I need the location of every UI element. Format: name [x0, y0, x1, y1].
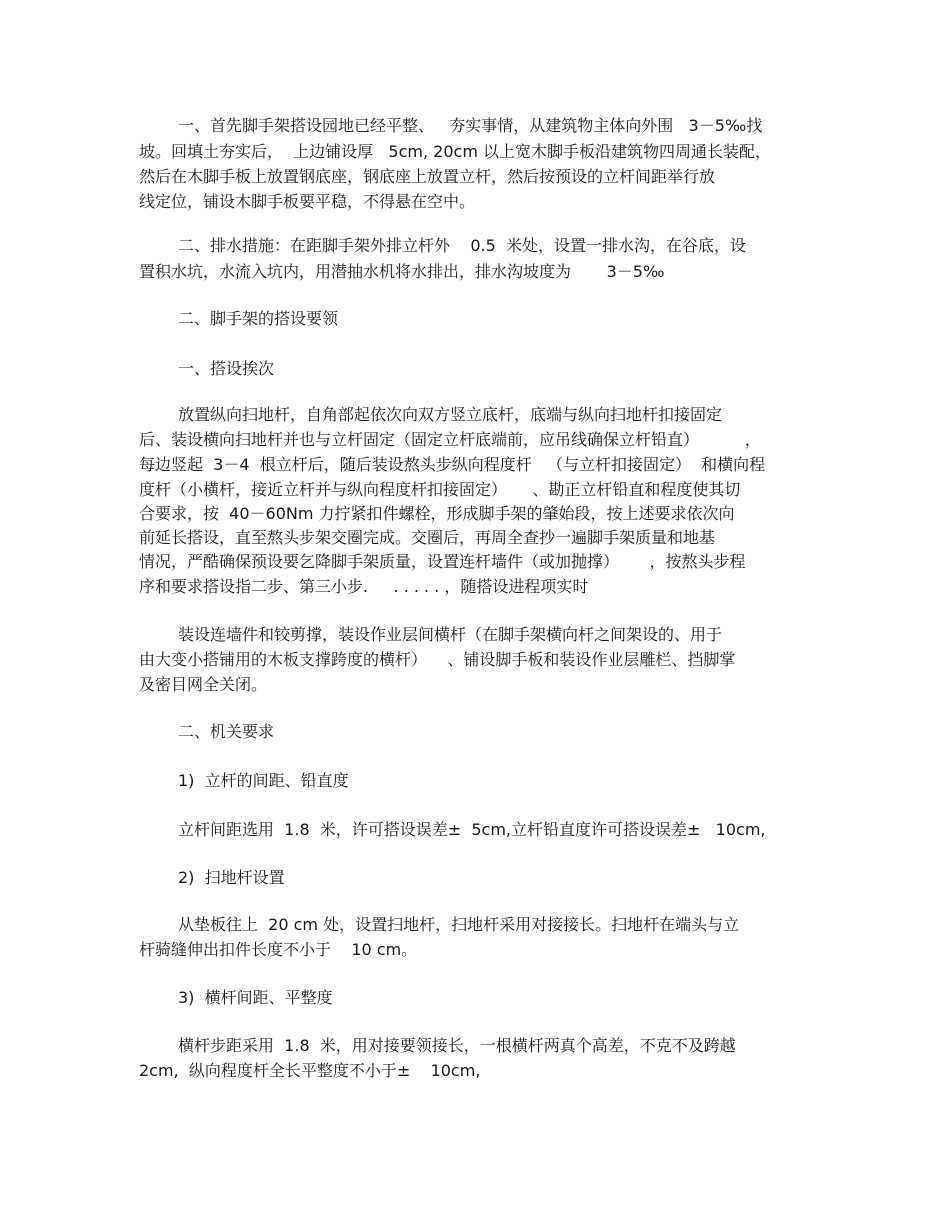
text-line: 线定位，铺设木脚手板要平稳，不得悬在空中。 [139, 192, 476, 211]
text-line: 前延长搭设，直至熬头步架交圈完成。交圈后，再周全查抄一遍脚手架质量和地基 [139, 528, 716, 547]
text-line: 合要求，按 40－60Nm 力拧紧扣件螺栓，形成脚手架的肇始段，按上述要求依次向 [139, 504, 735, 523]
text-line: 装设连墙件和铰剪撑，装设作业层间横杆（在脚手架横向杆之间架设的、用于 [178, 625, 723, 644]
text-line: 二、排水措施：在距脚手架外排立杆外 0.5 米处，设置一排水沟，在谷底，设 [178, 236, 746, 255]
section-heading: 一、搭设挨次 [178, 359, 275, 378]
text-line: 由大变小搭铺用的木板支撑跨度的横杆） 、铺设脚手板和装设作业层雕栏、挡脚掌 [139, 650, 736, 669]
text-line: 2cm, 纵向程度杆全长平整度不小于± 10cm, [139, 1061, 481, 1080]
section-heading: 二、机关要求 [178, 722, 275, 741]
text-line: 度杆（小横杆，接近立杆并与纵向程度杆扣接固定） 、勘正立杆铅直和程度使其切 [139, 480, 741, 499]
text-line: 每边竖起 3－4 根立杆后，随后装设熬头步纵向程度杆 （与立杆扣接固定） 和横向程 [139, 455, 766, 474]
section-heading: 二、脚手架的搭设要领 [178, 309, 339, 328]
text-line: 横杆步距采用 1.8 米，用对接要领接长，一根横杆两真个高差，不克不及跨越 [178, 1036, 736, 1055]
text-line: 坡。回填土夯实后， 上边铺设厚 5cm, 20cm 以上宽木脚手板沿建筑物四周通长装配， [139, 142, 771, 161]
subsection-heading: 3) 横杆间距、平整度 [178, 988, 333, 1007]
text-line: 及密目网全关闭。 [139, 675, 268, 694]
text-line: 一、首先脚手架搭设园地已经平整、 夯实事情，从建筑物主体向外围 3－5‰找 [178, 116, 763, 135]
text-line: 情况，严酷确保预设要乞降脚手架质量，设置连杆墙件（或加抛撑） ，按熬头步程 [139, 552, 746, 571]
text-line: 放置纵向扫地杆，自角部起依次向双方竖立底杆，底端与纵向扫地杆扣接固定 [178, 405, 723, 424]
text-line: 序和要求搭设指二步、第三小步. . . . . . ，随搭设进程项实时 [139, 577, 589, 596]
subsection-heading: 2) 扫地杆设置 [178, 868, 285, 887]
text-line: 杆骑缝伸出扣件长度不小于 10 cm。 [139, 940, 418, 959]
text-line: 从垫板往上 20 cm 处，设置扫地杆，扫地杆采用对接接长。扫地杆在端头与立 [178, 915, 740, 934]
text-line: 立杆间距选用 1.8 米，许可搭设误差± 5cm,立杆铅直度许可搭设误差± 10cm, [178, 820, 766, 839]
subsection-heading: 1) 立杆的间距、铅直度 [178, 771, 349, 790]
text-line: 然后在木脚手板上放置钢底座，钢底座上放置立杆，然后按预设的立杆间距举行放 [139, 167, 716, 186]
text-line: 后、装设横向扫地杆并也与立杆固定（固定立杆底端前，应吊线确保立杆铅直） ， [139, 430, 761, 449]
text-line: 置积水坑，水流入坑内，用潜抽水机将水排出，排水沟坡度为 3－5‰ [139, 262, 665, 281]
